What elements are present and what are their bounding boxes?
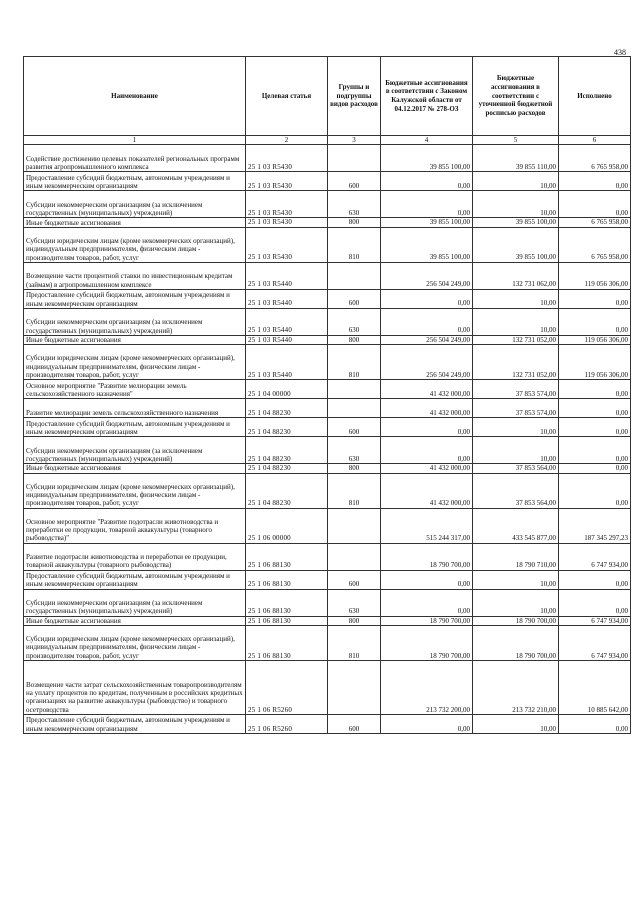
table-row	[24, 191, 631, 218]
row-refined-amount: 10,00	[473, 289, 559, 308]
row-law-amount: 0,00	[381, 191, 473, 218]
row-law-amount: 39 855 100,00	[381, 145, 473, 172]
row-executed-amount: 0,00	[559, 437, 631, 464]
row-refined-amount: 10,00	[473, 418, 559, 437]
row-name: Субсидии некоммерческим организациям (за исключением государственных (муниципальных) учреждений)	[24, 308, 246, 335]
table-row	[24, 543, 631, 570]
row-expense-group: 810	[328, 345, 381, 380]
row-target-code: 25 1 03 R5440	[246, 345, 328, 380]
row-executed-amount: 0,00	[559, 473, 631, 508]
row-refined-amount: 10,00	[473, 191, 559, 218]
row-law-amount: 41 432 000,00	[381, 399, 473, 418]
row-expense-group: 810	[328, 625, 381, 660]
row-executed-amount: 187 345 297,23	[559, 508, 631, 543]
table-row	[24, 289, 631, 308]
row-expense-group: 800	[328, 616, 381, 625]
row-expense-group: 810	[328, 227, 381, 262]
row-refined-amount: 37 853 564,00	[473, 464, 559, 473]
row-name: Возмещение части затрат сельскохозяйственным товаропроизводителям на уплату процентов по кредитам, полученным в российских кредитных организациях на развитие аквакультуры (рыбоводство) и товарного осетроводства	[24, 660, 246, 714]
row-name: Развитие подотрасли животноводства и переработки ее продукции, товарной аквакультуры (товарного рыбоводства)	[24, 543, 246, 570]
row-name: Предоставление субсидий бюджетным, автономным учреждениям и иным некоммерческим организациям	[24, 570, 246, 589]
table-row	[24, 464, 631, 473]
column-number: 2	[246, 136, 328, 145]
row-target-code: 25 1 03 R5440	[246, 262, 328, 289]
table-row	[24, 625, 631, 660]
table-row	[24, 345, 631, 380]
row-law-amount: 0,00	[381, 172, 473, 191]
row-law-amount: 18 790 700,00	[381, 625, 473, 660]
row-target-code: 25 1 03 R5430	[246, 191, 328, 218]
column-number: 6	[559, 136, 631, 145]
row-target-code: 25 1 04 88230	[246, 437, 328, 464]
row-executed-amount: 0,00	[559, 399, 631, 418]
row-law-amount: 0,00	[381, 714, 473, 733]
row-law-amount: 0,00	[381, 308, 473, 335]
row-target-code: 25 1 04 88230	[246, 418, 328, 437]
header-refined: Бюджетные ассигнования в соответствии с уточненной бюджетной росписью расходов	[473, 57, 559, 136]
row-name: Субсидии некоммерческим организациям (за исключением государственных (муниципальных) учреждений)	[24, 437, 246, 464]
row-law-amount: 0,00	[381, 437, 473, 464]
row-executed-amount: 6 747 934,00	[559, 543, 631, 570]
column-number: 5	[473, 136, 559, 145]
row-executed-amount: 6 765 958,00	[559, 227, 631, 262]
row-executed-amount: 6 747 934,00	[559, 616, 631, 625]
row-executed-amount: 0,00	[559, 589, 631, 616]
row-name: Иные бюджетные ассигнования	[24, 616, 246, 625]
row-executed-amount: 0,00	[559, 172, 631, 191]
row-executed-amount: 0,00	[559, 191, 631, 218]
row-target-code: 25 1 03 R5430	[246, 145, 328, 172]
row-expense-group	[328, 262, 381, 289]
row-refined-amount: 37 853 564,00	[473, 473, 559, 508]
row-executed-amount: 0,00	[559, 570, 631, 589]
table-row	[24, 616, 631, 625]
table-row	[24, 418, 631, 437]
row-expense-group: 630	[328, 191, 381, 218]
table-row	[24, 473, 631, 508]
row-name: Субсидии некоммерческим организациям (за исключением государственных (муниципальных) учреждений)	[24, 191, 246, 218]
row-refined-amount: 10,00	[473, 589, 559, 616]
row-expense-group	[328, 380, 381, 399]
column-number-row	[24, 136, 631, 145]
row-target-code: 25 1 06 88130	[246, 589, 328, 616]
row-refined-amount: 10,00	[473, 437, 559, 464]
row-target-code: 25 1 06 88130	[246, 625, 328, 660]
row-law-amount: 39 855 100,00	[381, 227, 473, 262]
row-refined-amount: 10,00	[473, 308, 559, 335]
row-executed-amount: 119 056 306,00	[559, 345, 631, 380]
row-name: Предоставление субсидий бюджетным, автономным учреждениям и иным некоммерческим организациям	[24, 714, 246, 733]
row-name: Иные бюджетные ассигнования	[24, 335, 246, 344]
row-executed-amount: 0,00	[559, 308, 631, 335]
row-executed-amount: 10 885 642,00	[559, 660, 631, 714]
row-refined-amount: 132 731 052,00	[473, 345, 559, 380]
row-executed-amount: 6 765 958,00	[559, 145, 631, 172]
row-target-code: 25 1 06 88130	[246, 570, 328, 589]
row-expense-group: 800	[328, 335, 381, 344]
row-target-code: 25 1 04 88230	[246, 464, 328, 473]
row-refined-amount: 433 545 877,00	[473, 508, 559, 543]
row-law-amount: 256 504 249,00	[381, 262, 473, 289]
table-row	[24, 714, 631, 733]
row-refined-amount: 18 790 700,00	[473, 616, 559, 625]
header-executed: Исполнено	[559, 57, 631, 136]
row-name: Возмещение части процентной ставки по инвестиционным кредитам (займам) в агропромышленном комплексе	[24, 262, 246, 289]
table-row	[24, 308, 631, 335]
table-row	[24, 335, 631, 344]
row-target-code: 25 1 04 00000	[246, 380, 328, 399]
row-target-code: 25 1 03 R5440	[246, 335, 328, 344]
row-expense-group: 810	[328, 473, 381, 508]
row-executed-amount: 0,00	[559, 464, 631, 473]
row-expense-group: 600	[328, 570, 381, 589]
row-refined-amount: 213 732 210,00	[473, 660, 559, 714]
row-name: Субсидии юридическим лицам (кроме некоммерческих организаций), индивидуальным предпринимателям, физическим лицам - производителям товаров, работ, услуг	[24, 345, 246, 380]
column-number: 1	[24, 136, 246, 145]
row-law-amount: 256 504 249,00	[381, 345, 473, 380]
row-target-code: 25 1 06 88130	[246, 543, 328, 570]
table-row	[24, 399, 631, 418]
row-law-amount: 0,00	[381, 418, 473, 437]
row-expense-group: 800	[328, 218, 381, 227]
row-expense-group: 600	[328, 714, 381, 733]
table-row	[24, 218, 631, 227]
row-target-code: 25 1 03 R5430	[246, 172, 328, 191]
row-expense-group	[328, 508, 381, 543]
header-target: Целевая статья	[246, 57, 328, 136]
row-target-code: 25 1 06 R5260	[246, 714, 328, 733]
budget-table	[23, 56, 631, 734]
row-law-amount: 18 790 700,00	[381, 616, 473, 625]
table-row	[24, 145, 631, 172]
row-expense-group	[328, 543, 381, 570]
row-name: Предоставление субсидий бюджетным, автономным учреждениям и иным некоммерческим организациям	[24, 172, 246, 191]
row-executed-amount: 0,00	[559, 418, 631, 437]
row-expense-group: 800	[328, 464, 381, 473]
row-name: Субсидии юридическим лицам (кроме некоммерческих организаций), индивидуальным предпринимателям, физическим лицам - производителям товаров, работ, услуг	[24, 473, 246, 508]
row-expense-group: 630	[328, 589, 381, 616]
row-name: Субсидии некоммерческим организациям (за исключением государственных (муниципальных) учреждений)	[24, 589, 246, 616]
table-row	[24, 508, 631, 543]
row-refined-amount: 132 731 062,00	[473, 262, 559, 289]
row-refined-amount: 18 790 700,00	[473, 625, 559, 660]
row-expense-group: 630	[328, 308, 381, 335]
row-name: Основное мероприятие "Развитие мелиорации земель сельскохозяйственного назначения"	[24, 380, 246, 399]
row-executed-amount: 6 765 958,00	[559, 218, 631, 227]
row-target-code: 25 1 03 R5430	[246, 227, 328, 262]
row-law-amount: 0,00	[381, 289, 473, 308]
row-law-amount: 515 244 317,00	[381, 508, 473, 543]
row-refined-amount: 18 790 710,00	[473, 543, 559, 570]
row-expense-group	[328, 145, 381, 172]
row-target-code: 25 1 06 00000	[246, 508, 328, 543]
row-refined-amount: 10,00	[473, 172, 559, 191]
row-refined-amount: 37 853 574,00	[473, 380, 559, 399]
row-law-amount: 256 504 249,00	[381, 335, 473, 344]
row-name: Развитие мелиорации земель сельскохозяйственного назначения	[24, 399, 246, 418]
row-target-code: 25 1 06 88130	[246, 616, 328, 625]
table-row	[24, 172, 631, 191]
row-target-code: 25 1 03 R5430	[246, 218, 328, 227]
row-law-amount: 41 432 000,00	[381, 473, 473, 508]
table-row	[24, 660, 631, 714]
row-refined-amount: 10,00	[473, 714, 559, 733]
row-refined-amount: 37 853 574,00	[473, 399, 559, 418]
row-law-amount: 213 732 200,00	[381, 660, 473, 714]
row-executed-amount: 0,00	[559, 289, 631, 308]
row-name: Иные бюджетные ассигнования	[24, 464, 246, 473]
column-number: 4	[381, 136, 473, 145]
table-row	[24, 437, 631, 464]
row-target-code: 25 1 03 R5440	[246, 289, 328, 308]
row-target-code: 25 1 03 R5440	[246, 308, 328, 335]
row-law-amount: 41 432 000,00	[381, 380, 473, 399]
row-name: Предоставление субсидий бюджетным, автономным учреждениям и иным некоммерческим организациям	[24, 289, 246, 308]
row-target-code: 25 1 04 88230	[246, 473, 328, 508]
header-name: Наименование	[24, 57, 246, 136]
table-row	[24, 589, 631, 616]
page-number: 438	[614, 48, 626, 57]
row-executed-amount: 0,00	[559, 714, 631, 733]
row-expense-group: 600	[328, 172, 381, 191]
row-executed-amount: 119 056 306,00	[559, 262, 631, 289]
row-name: Содействие достижению целевых показателей региональных программ развития агропромышленного комплекса	[24, 145, 246, 172]
table-row	[24, 570, 631, 589]
table-row	[24, 380, 631, 399]
row-name: Предоставление субсидий бюджетным, автономным учреждениям и иным некоммерческим организациям	[24, 418, 246, 437]
row-refined-amount: 132 731 052,00	[473, 335, 559, 344]
row-law-amount: 18 790 700,00	[381, 543, 473, 570]
row-target-code: 25 1 04 88230	[246, 399, 328, 418]
table-row	[24, 262, 631, 289]
row-name: Основное мероприятие "Развитие подотрасли животноводства и переработки ее продукции, товарной аквакультуры (товарного рыбоводства)"	[24, 508, 246, 543]
header-row	[24, 57, 631, 136]
row-refined-amount: 39 855 100,00	[473, 227, 559, 262]
row-refined-amount: 39 855 100,00	[473, 218, 559, 227]
row-law-amount: 41 432 000,00	[381, 464, 473, 473]
row-name: Иные бюджетные ассигнования	[24, 218, 246, 227]
row-executed-amount: 119 056 306,00	[559, 335, 631, 344]
column-number: 3	[328, 136, 381, 145]
row-name: Субсидии юридическим лицам (кроме некоммерческих организаций), индивидуальным предпринимателям, физическим лицам - производителям товаров, работ, услуг	[24, 625, 246, 660]
table-row	[24, 227, 631, 262]
header-law: Бюджетные ассигнования в соответствии с Законом Калужской области от 04.12.2017 № 278-ОЗ	[381, 57, 473, 136]
row-law-amount: 0,00	[381, 589, 473, 616]
row-refined-amount: 39 855 110,00	[473, 145, 559, 172]
row-refined-amount: 10,00	[473, 570, 559, 589]
row-executed-amount: 6 747 934,00	[559, 625, 631, 660]
row-target-code: 25 1 06 R5260	[246, 660, 328, 714]
row-law-amount: 39 855 100,00	[381, 218, 473, 227]
header-group: Группы и подгруппы видов расходов	[328, 57, 381, 136]
row-law-amount: 0,00	[381, 570, 473, 589]
row-expense-group: 630	[328, 437, 381, 464]
table-body	[24, 145, 631, 734]
row-name: Субсидии юридическим лицам (кроме некоммерческих организаций), индивидуальным предпринимателям, физическим лицам - производителям товаров, работ, услуг	[24, 227, 246, 262]
row-executed-amount: 0,00	[559, 380, 631, 399]
row-expense-group: 600	[328, 418, 381, 437]
row-expense-group	[328, 399, 381, 418]
row-expense-group	[328, 660, 381, 714]
row-expense-group: 600	[328, 289, 381, 308]
